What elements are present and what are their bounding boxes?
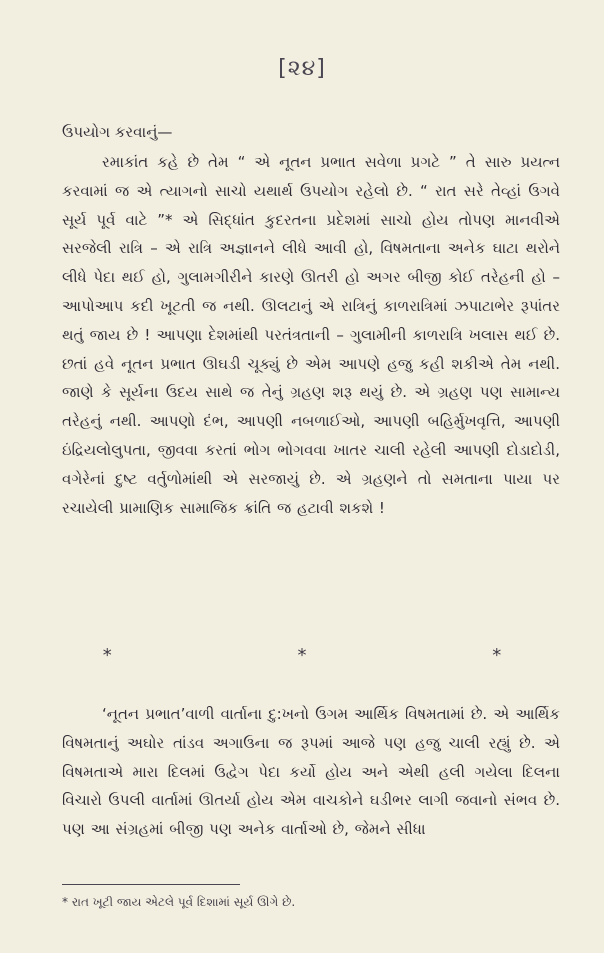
lead-in-text: ઉપયોગ કરવાનું—	[62, 123, 173, 141]
section-separator: * * *	[102, 645, 592, 666]
footnote: * રાત ખૂટી જાય એટલે પૂર્વ દિશામાં સૂર્ય ઊગે છે.	[62, 895, 296, 909]
paragraph-2: ‘નૂતન પ્રભાત’વાળી વાર્તાના દુ:ખનો ઉગમ આર્થિક વિષમતામાં છે. એ આર્થિક વિષમતાનું અઘોર તાંડવ અગાઉના જ રૂપમાં આજે પણ હજુ ચાલી રહ્યું છે. એ વિષમતાએ મારા દિલમાં ઉદ્વેગ પેદા કર્યો હોય અને એથી હલી ગયેલા દિલના વિચારો ઉપલી વાર્તામાં ઊતર્યા હોય એમ વાચકોને ઘડીભર લાગી જવાનો સંભવ છે. પણ આ સંગ્રહમાં બીજી પણ અનેક વાર્તાઓ છે, જેમને સીધા	[62, 705, 560, 839]
paragraph-1: રમાકાંત કહે છે તેમ “ એ નૂતન પ્રભાત સવેળા પ્રગટે ” તે સારુ પ્રયત્ન કરવામાં જ એ ત્યાગનો સાચો યથાર્થ ઉપયોગ રહેલો છે. “ રાત સરે તેવ્હાં ઉગવે સૂર્ય પૂર્વ વાટે ”* એ સિદ્ધાંત કુદરતના પ્રદેશમાં સાચો હોય તોપણ માનવીએ સરજેલી રાત્રિ – એ રાત્રિ અજ્ઞાનને લીધે આવી હો, વિષમતાના અનેક ઘાટા થરોને લીધે પેદા થઈ હો, ગુલામગીરીને કારણે ઊતરી હો અગર બીજી કોઈ તરેહની હો – આપોઆપ કદી ખૂટતી જ નથી. ઊલટાનું એ રાત્રિનું કાળરાત્રિમાં ઝપાટાભેર રૂપાંતર થતું જાય છે ! આપણા દેશમાંથી પરતંત્રતાની – ગુલામીની કાળરાત્રિ ખલાસ થઈ છે. છતાં હવે નૂતન પ્રભાત ઊઘડી ચૂક્યું છે એમ આપણે હજુ કહી શકીએ તેમ નથી. જાણે કે સૂર્યના ઉદય સાથે જ તેનું ગ્રહણ શરૂ થયું છે. એ ગ્રહણ પણ સામાન્ય તરેહનું નથી. આપણો દંભ, આપણી નબળાઈઓ, આપણી બહિર્મુખવૃત્તિ, આપણી ઇંદ્રિયલોલુપતા, જીવવા કરતાં ભોગ ભોગવવા ખાતર ચાલી રહેલી આપણી દોડાદોડી, વગેરેનાં દુષ્ટ વર્તુળોમાંથી એ સરજાયું છે. એ ગ્રહણને તો સમતાના પાયા પર રચાયેલી પ્રામાણિક સામાજિક ક્રાંતિ જ હટાવી શકશે !	[62, 153, 560, 517]
footnote-rule	[62, 884, 240, 885]
page-number: [૨૪]	[278, 56, 326, 81]
